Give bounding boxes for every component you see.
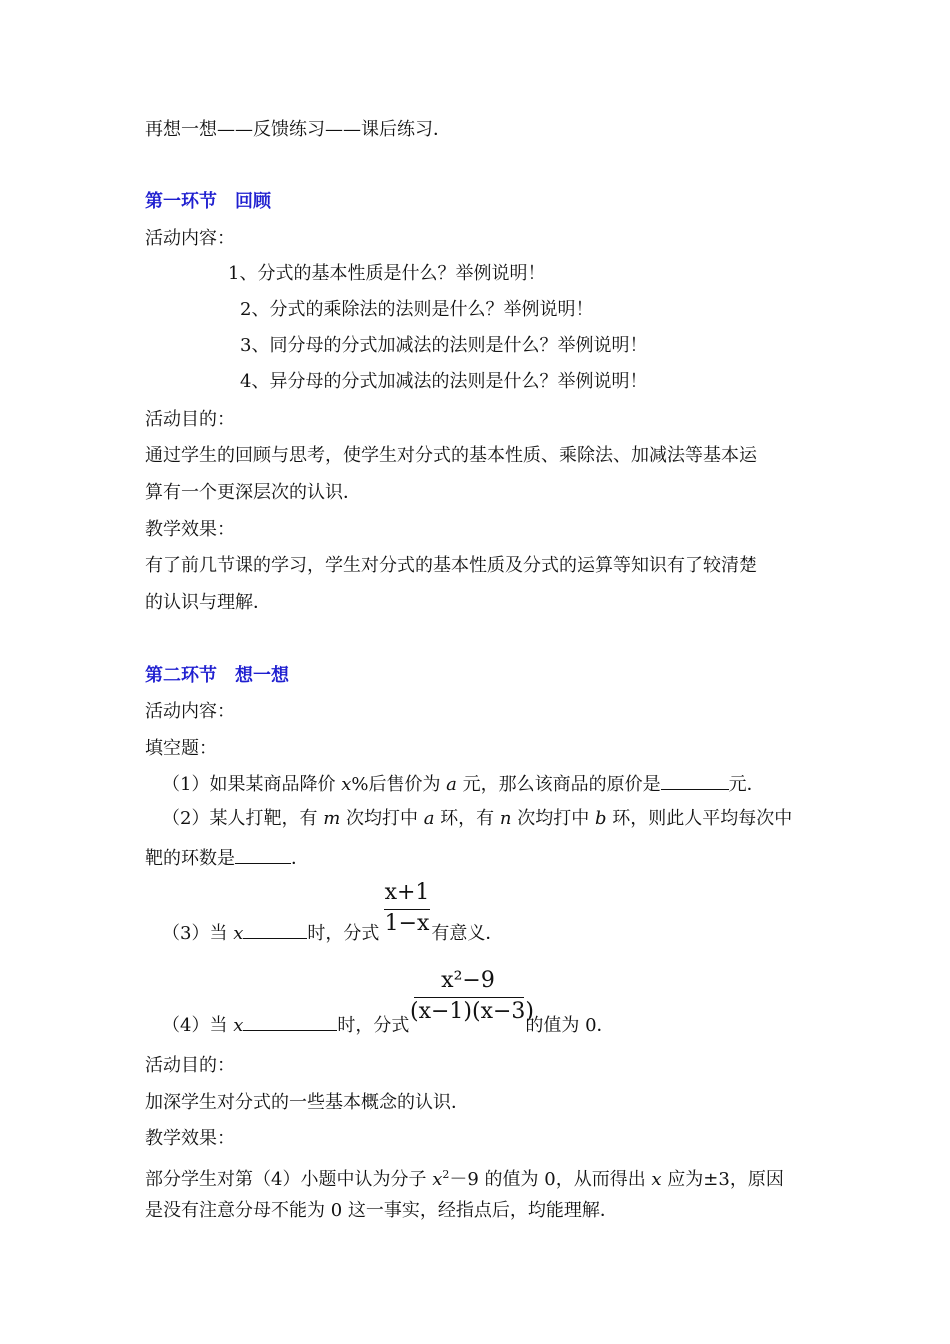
fraction-q3-bar xyxy=(384,909,430,910)
section1-purpose-label: 活动目的： xyxy=(145,409,235,430)
question-4: （4）当 x 时，分式 的值为 0． xyxy=(162,1012,615,1038)
section1-purpose-line-1: 通过学生的回顾与思考，使学生对分式的基本性质、乘除法、加减法等基本运 xyxy=(145,445,757,466)
section2-effect-line-2: 是没有注意分母不能为 0 这一事实，经指点后，均能理解． xyxy=(145,1200,618,1221)
question-2: （2）某人打靶，有 m 次均打中 a 环，有 n 次均打中 b 环，则此人平均每次中 xyxy=(162,808,793,829)
fraction-q3-numerator: x+1 xyxy=(384,880,430,905)
section2-effect-label: 教学效果： xyxy=(145,1128,235,1149)
fraction-q4-bar xyxy=(414,997,524,998)
section2-fill-label: 填空题： xyxy=(145,738,217,759)
section2-purpose-line: 加深学生对分式的一些基本概念的认识． xyxy=(145,1092,469,1113)
section1-item-2: 2、分式的乘除法的法则是什么？举例说明！ xyxy=(240,299,594,320)
answer-blank-4[interactable] xyxy=(243,1012,337,1031)
answer-blank-1[interactable] xyxy=(661,771,729,790)
fraction-q4-denominator: (x−1)(x−3) xyxy=(410,999,535,1024)
question-2-line-2: 靶的环数是 ． xyxy=(145,845,309,871)
section1-item-4: 4、异分母的分式加减法的法则是什么？举例说明！ xyxy=(240,371,648,392)
intro-line: 再想一想——反馈练习——课后练习． xyxy=(145,119,451,140)
answer-blank-3[interactable] xyxy=(243,920,307,939)
section1-heading: 第一环节 回顾 xyxy=(145,191,271,212)
section1-content-label: 活动内容： xyxy=(145,228,235,249)
question-3: （3）当 x 时，分式 有意义． xyxy=(162,920,503,946)
section1-effect-label: 教学效果： xyxy=(145,519,235,540)
section1-item-1: 1、分式的基本性质是什么？举例说明！ xyxy=(228,263,546,284)
section1-purpose-line-2: 算有一个更深层次的认识． xyxy=(145,482,361,503)
section2-purpose-label: 活动目的： xyxy=(145,1055,235,1076)
answer-blank-2[interactable] xyxy=(235,845,291,864)
fraction-q4-numerator: x²−9 xyxy=(441,968,495,993)
question-1: （1）如果某商品降价 x%后售价为 a 元，那么该商品的原价是 元． xyxy=(162,771,765,797)
section1-item-3: 3、同分母的分式加减法的法则是什么？举例说明！ xyxy=(240,335,648,356)
section2-content-label: 活动内容： xyxy=(145,701,235,722)
fraction-q3-denominator: 1−x xyxy=(384,911,430,936)
section1-effect-line-1: 有了前几节课的学习，学生对分式的基本性质及分式的运算等知识有了较清楚 xyxy=(145,555,757,576)
section1-effect-line-2: 的认识与理解． xyxy=(145,592,271,613)
section2-heading: 第二环节 想一想 xyxy=(145,665,289,686)
section2-effect-line-1: 部分学生对第（4）小题中认为分子 $x^2-9$ 的值为 0，从而得出 x 应为±3，原因 xyxy=(145,1168,784,1190)
